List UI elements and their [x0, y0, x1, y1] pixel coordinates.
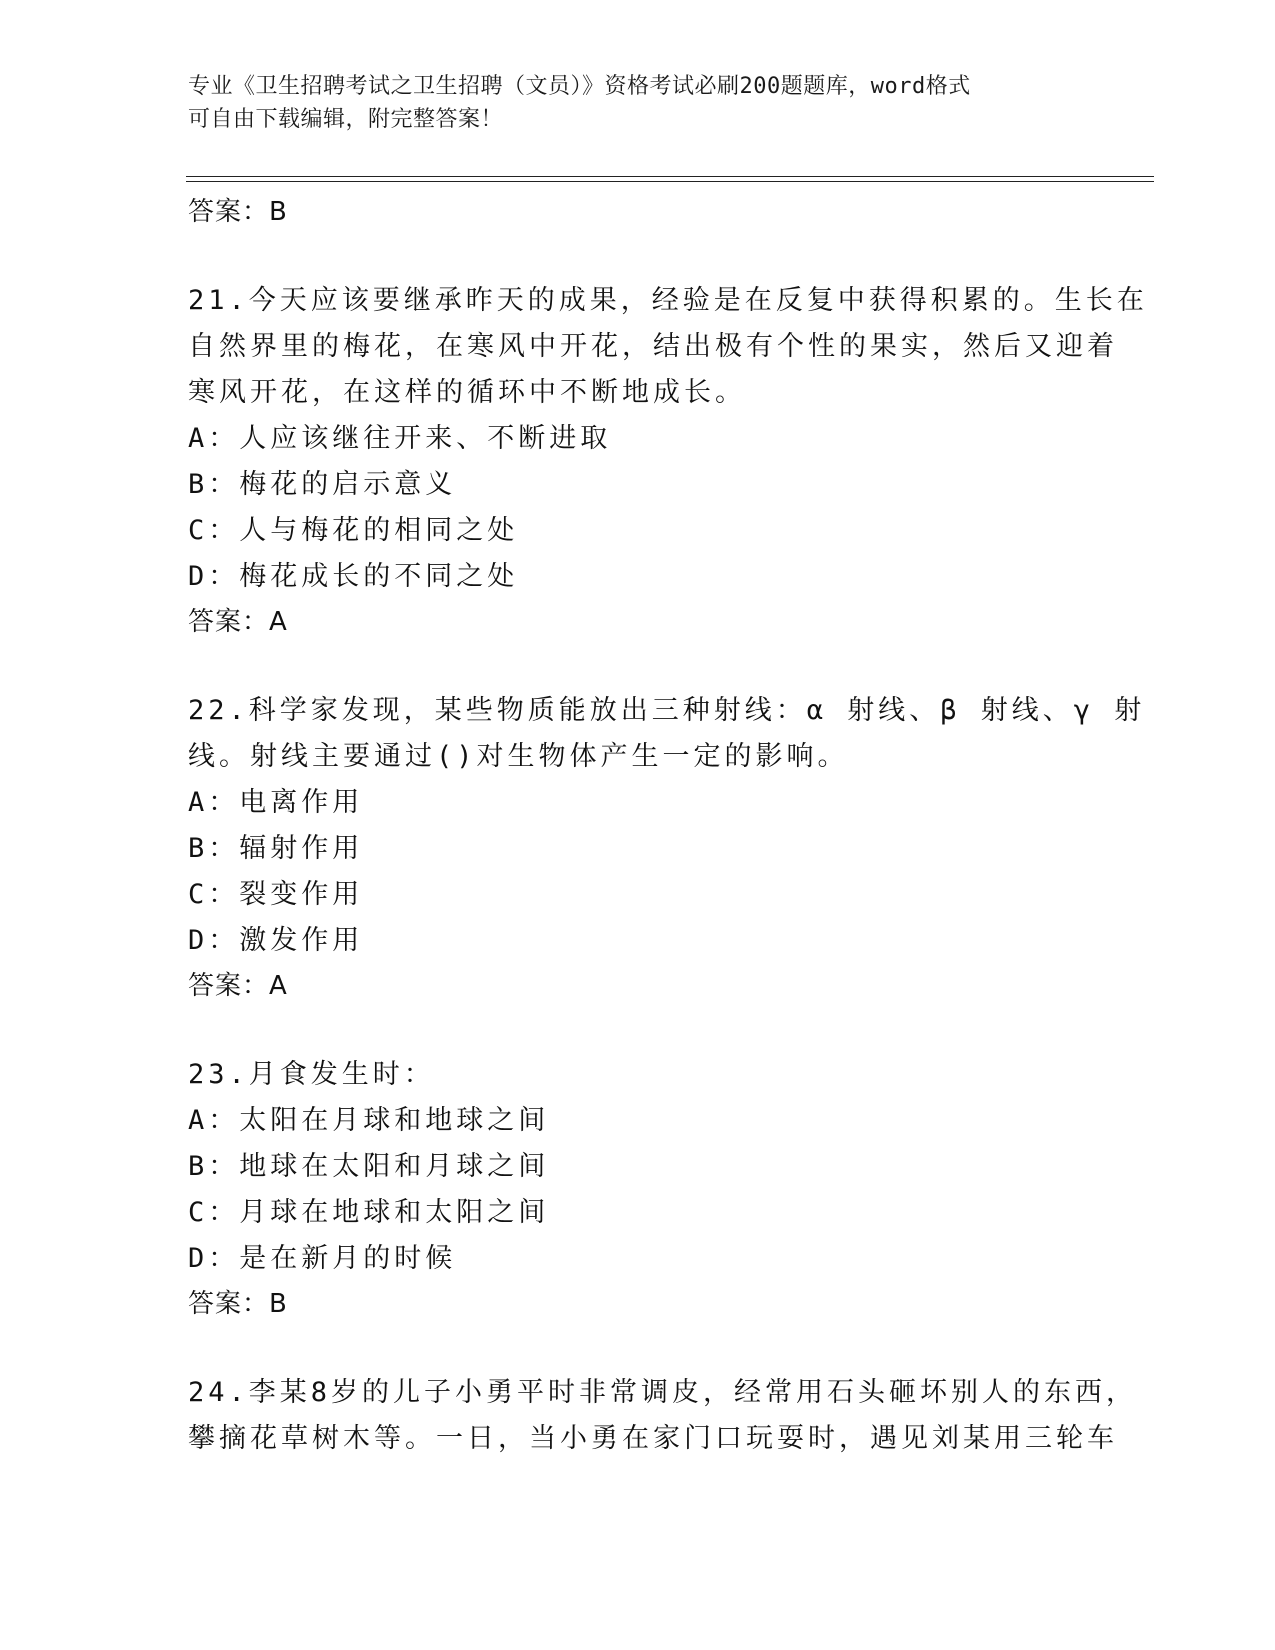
- question-21: [188, 278, 1148, 644]
- option-b: B：梅花的启示意义: [188, 469, 457, 500]
- header-rule-top: [186, 176, 1154, 177]
- answer-line: 答案：B: [188, 197, 288, 227]
- spacer: [188, 234, 1088, 278]
- question-text: [188, 278, 1148, 416]
- document-header: [188, 70, 1088, 136]
- option-d: D：激发作用: [188, 925, 364, 956]
- question-line: 24.李某8岁的儿子小勇平时非常调皮，经常用石头砸坏别人的东西，: [188, 1377, 1138, 1408]
- question-line: 22.科学家发现，某些物质能放出三种射线：α 射线、β 射线、γ 射: [188, 695, 1146, 726]
- question-line: 自然界里的梅花，在寒风中开花，结出极有个性的果实，然后又迎着: [188, 331, 1118, 362]
- question-list: [188, 190, 1148, 1462]
- question-line: 攀摘花草树木等。一日，当小勇在家门口玩耍时，遇见刘某用三轮车: [188, 1423, 1118, 1454]
- answer-line: 答案：A: [188, 607, 288, 637]
- option-a: A：电离作用: [188, 787, 364, 818]
- header-rule-bottom: [186, 181, 1154, 182]
- question-line: 21.今天应该要继承昨天的成果，经验是在反复中获得积累的。生长在: [188, 285, 1148, 316]
- option-a: A：太阳在月球和地球之间: [188, 1105, 550, 1136]
- question-text: [188, 1052, 1088, 1098]
- question-text: [188, 1370, 1138, 1462]
- answer-line: 答案：B: [188, 1289, 288, 1319]
- option-a: A：人应该继往开来、不断进取: [188, 423, 612, 454]
- option-b: B：辐射作用: [188, 833, 364, 864]
- option-d: D：是在新月的时候: [188, 1243, 457, 1274]
- question-23: [188, 1052, 1088, 1326]
- spacer: [188, 1008, 1088, 1052]
- question-22: [188, 688, 1146, 1008]
- spacer: [188, 1326, 1088, 1370]
- option-c: C：人与梅花的相同之处: [188, 515, 519, 546]
- option-d: D：梅花成长的不同之处: [188, 561, 519, 592]
- option-c: C：裂变作用: [188, 879, 364, 910]
- question-line: 线。射线主要通过()对生物体产生一定的影响。: [188, 741, 849, 772]
- answer-line: 答案：A: [188, 971, 288, 1001]
- spacer: [188, 644, 1088, 688]
- header-line-1: 专业《卫生招聘考试之卫生招聘（文员）》资格考试必刷200题题库，word格式: [188, 74, 971, 99]
- option-c: C：月球在地球和太阳之间: [188, 1197, 550, 1228]
- question-text: [188, 688, 1146, 780]
- option-b: B：地球在太阳和月球之间: [188, 1151, 550, 1182]
- question-line: 寒风开花，在这样的循环中不断地成长。: [188, 377, 746, 408]
- question-24: [188, 1370, 1138, 1462]
- header-line-2: 可自由下载编辑，附完整答案！: [188, 107, 504, 132]
- question-line: 23.月食发生时：: [188, 1059, 435, 1090]
